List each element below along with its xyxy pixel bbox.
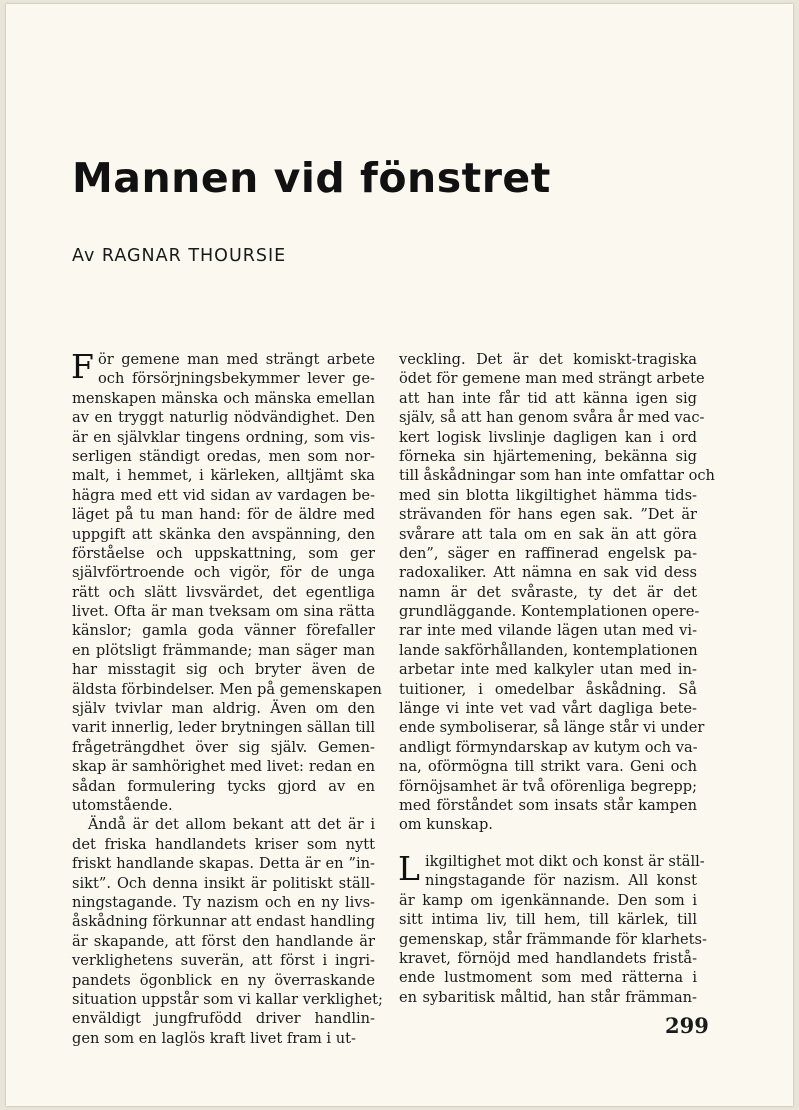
text-line: varit innerlig, leder brytningen sällan till [72, 719, 376, 737]
text-line: kert logisk livslinje dagligen kan i ord [399, 428, 697, 446]
text-line: har misstagit sig och bryter även de [72, 661, 375, 679]
text-line: uppgift att skänka den avspänning, den [72, 525, 375, 543]
text-line: att han inte får tid att känna igen sig [399, 389, 697, 407]
text-line: enväldigt jungfrufödd driver handlin- [72, 1010, 375, 1028]
drop-cap: L [398, 849, 420, 888]
drop-cap: F [71, 347, 94, 386]
text-line: med sin blotta likgiltighet hämma tids- [399, 486, 697, 504]
text-line: na, oförmögna till strikt vara. Geni och [399, 758, 697, 776]
text-line: skap är samhörighet med livet: redan en [72, 758, 375, 776]
text-line: med förståndet som insats står kampen [399, 796, 697, 814]
text-line: grundläggande. Kontemplationen opere- [399, 603, 700, 621]
text-line: ikgiltighet mot dikt och konst är ställ- [425, 853, 705, 870]
text-line: om kunskap. [399, 816, 493, 834]
text-line: strävanden för hans egen sak. ”Det är [399, 506, 697, 524]
text-line: veckling. Det är det komiskt-tragiska [399, 351, 697, 368]
text-line: sikt”. Och denna insikt är politiskt ställ- [72, 874, 375, 892]
text-line: namn är det svåraste, ty det är det [399, 583, 697, 601]
text-line: en plötsligt främmande; man säger man [72, 641, 375, 659]
article-title: Mannen vid fönstret [72, 154, 551, 202]
text-line: tuitioner, i omedelbar åskådning. Så [399, 680, 697, 698]
text-line: förnöjsamhet är två oförenliga begrepp; [399, 777, 697, 795]
text-line: ende symboliserar, så länge står vi under [399, 719, 705, 737]
text-line: pandets ögonblick en ny överraskande [72, 971, 375, 989]
text-line: kravet, förnöjd med handlandets fristå- [399, 949, 697, 967]
text-line: ende lustmoment som med rätterna i [399, 969, 697, 987]
text-line: utomstående. [72, 796, 173, 814]
magazine-page [6, 4, 793, 1106]
text-line: frågeträngdhet över sig själv. Gemen- [72, 738, 375, 756]
text-line: förneka sin hjärtemening, bekänna sig [399, 447, 697, 465]
text-line: ningstagande. Ty nazism och en ny livs- [72, 893, 375, 911]
body-column-right-top [399, 350, 715, 835]
body-column-left [71, 347, 383, 1048]
page-number: 299 [665, 1013, 709, 1038]
text-line: ödet för gemene man med strängt arbete [399, 370, 705, 388]
text-line: serligen ständigt oredas, men som nor- [72, 447, 375, 465]
text-line: själv, så att han genom svåra år med vac- [399, 409, 705, 427]
text-line: den”, säger en raffinerad engelsk pa- [399, 544, 697, 562]
text-line: känslor; gamla goda vänner förefaller [72, 622, 375, 640]
text-line: lande sakförhållanden, kontemplationen [399, 641, 698, 659]
text-line: verklighetens suverän, att först i ingri- [72, 952, 375, 970]
text-line: radoxaliker. Att nämna en sak vid dess [399, 564, 697, 582]
text-line: en sybaritisk måltid, han står främman- [399, 988, 697, 1006]
article-byline: Av RAGNAR THOURSIE [72, 246, 287, 266]
text-line: själv tvivlar man aldrig. Även om den [72, 700, 375, 718]
text-line: är kamp om igenkännande. Den som i [399, 891, 697, 909]
text-line: av en tryggt naturlig nödvändighet. Den [72, 409, 375, 427]
text-line: länge vi inte vet vad vårt dagliga bete- [399, 700, 697, 718]
text-line: livet. Ofta är man tveksam om sina rätta [72, 603, 375, 621]
text-line: självförtroende och vigör, för de unga [72, 564, 375, 582]
text-line: läget på tu man hand: för de äldre med [72, 506, 375, 524]
text-line: är skapande, att först den handlande är [72, 932, 375, 950]
text-line: Ändå är det allom bekant att det är i [88, 816, 375, 834]
text-line: svårare att tala om en sak än att göra [399, 525, 697, 543]
text-line: rar inte med vilande lägen utan med vi- [399, 622, 697, 640]
text-line: andligt förmyndarskap av kutym och va- [399, 738, 698, 756]
text-line: det friska handlandets kriser som nytt [72, 835, 375, 853]
text-line: sitt intima liv, till hem, till kärlek, till [399, 911, 697, 929]
text-line: äldsta förbindelser. Men på gemenskapen [72, 680, 382, 698]
text-line: åskådning förkunnar att endast handling [72, 913, 376, 931]
text-line: förståelse och uppskattning, som ger [72, 544, 375, 562]
text-line: ningstagande för nazism. All konst [425, 872, 697, 890]
text-line: gemenskap, står främmande för klarhets- [399, 930, 707, 948]
text-line: och försörjningsbekymmer lever ge- [98, 370, 375, 388]
text-line: är en självklar tingens ordning, som vis- [72, 428, 375, 446]
text-line: ör gemene man med strängt arbete [98, 351, 375, 368]
text-line: rätt och slätt livsvärdet, det egentliga [72, 583, 375, 601]
text-line: situation uppstår som vi kallar verklighet; [72, 990, 383, 1008]
text-line: arbetar inte med kalkyler utan med in- [399, 661, 697, 679]
text-line: gen som en laglös kraft livet fram i ut- [72, 1029, 356, 1047]
text-line: hägra med ett vid sidan av vardagen be- [72, 486, 375, 504]
text-line: till åskådningar som han inte omfattar och [399, 467, 715, 485]
text-line: friskt handlande skapas. Detta är en ”in- [72, 855, 375, 873]
text-line: malt, i hemmet, i kärleken, alltjämt ska [72, 467, 375, 485]
text-line: sådan formulering tycks gjord av en [72, 777, 375, 795]
text-line: menskapen mänska och mänska emellan [72, 389, 375, 407]
body-column-right-bottom [398, 849, 707, 1007]
